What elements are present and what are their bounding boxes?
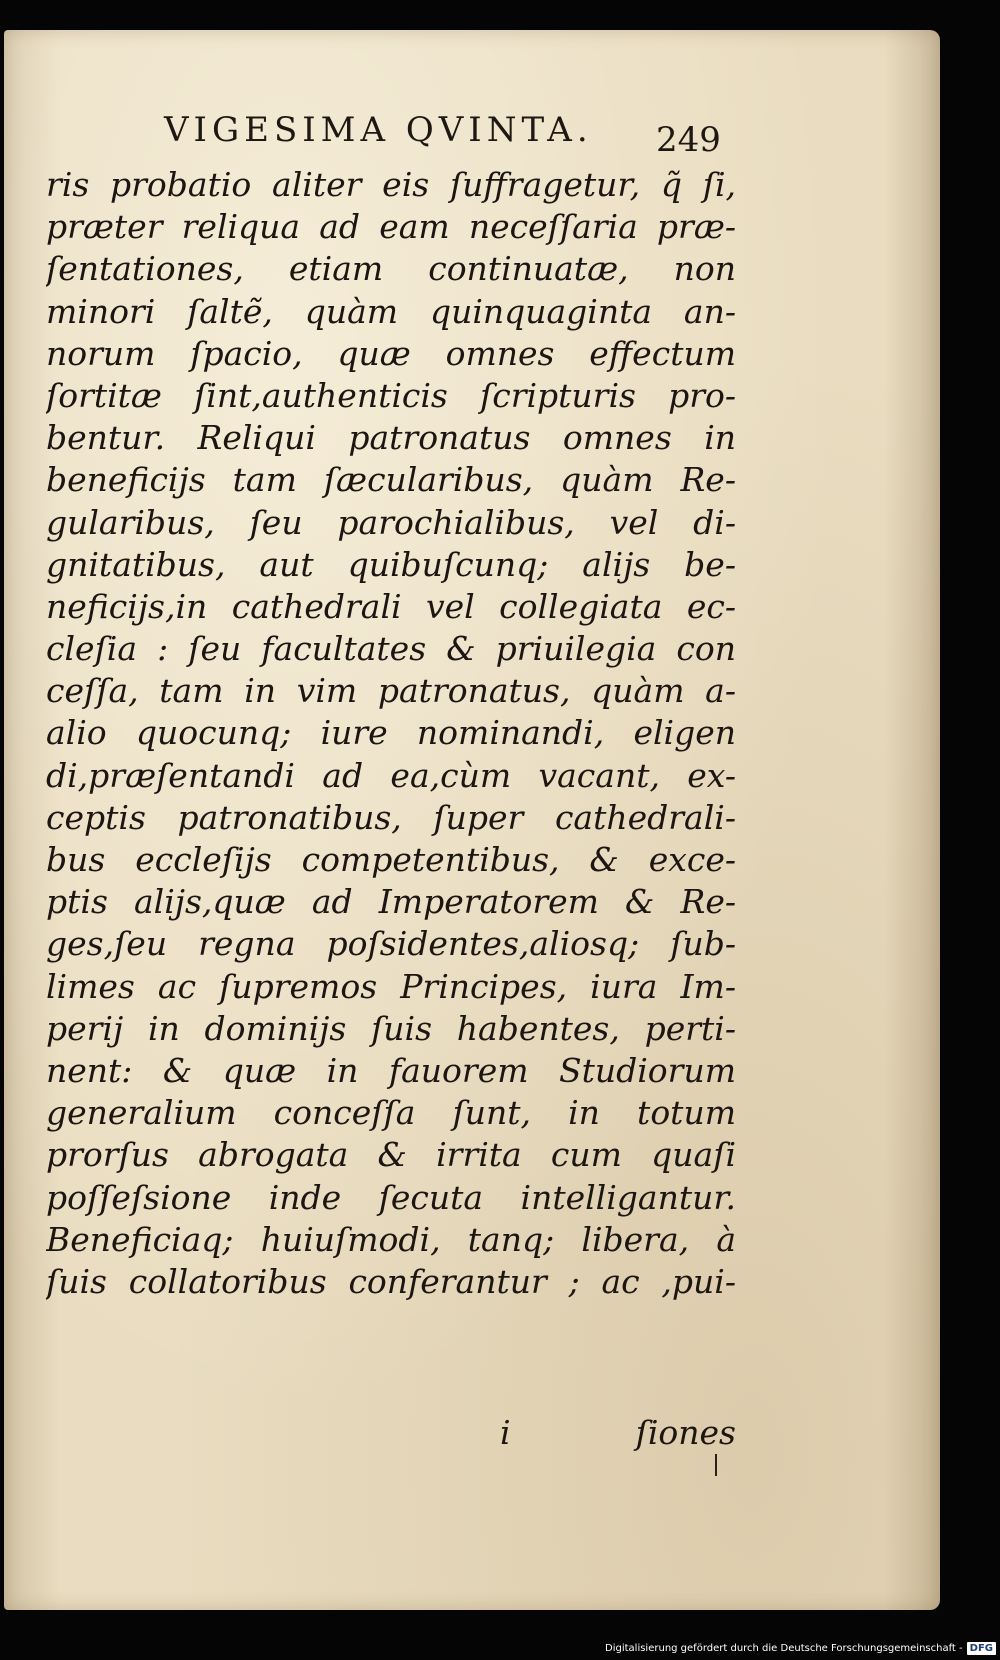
text-line: bus eccleſijs competentibus, & exce- [46, 840, 736, 879]
text-line: gularibus, ſeu parochialibus, vel di- [46, 502, 736, 542]
text-line: præter reliqua ad eam neceſſaria præ- [46, 207, 736, 247]
text-line: bentur. Reliqui patronatus omnes in [46, 418, 736, 458]
printer-mark [715, 1454, 717, 1476]
text-line: ges,ſeu regna poſsidentes,aliosq; ſub- [46, 924, 736, 964]
dfg-logo-icon: DFG [967, 1642, 996, 1655]
catchword: ſiones [635, 1413, 736, 1452]
text-line: norum ſpacio, quæ omnes effectum [46, 333, 736, 373]
text-line: beneficijs tam ſæcularibus, quàm Re- [46, 460, 736, 500]
text-line: poſſeſsione inde ſecuta intelligantur. [46, 1177, 736, 1217]
text-line: gnitatibus, aut quibuſcunq; alijs be- [46, 544, 736, 584]
text-line: ſortitæ ſint,authenticis ſcripturis pro- [46, 375, 736, 415]
text-line: ſentationes, etiam continuatæ, non [46, 249, 736, 289]
text-line: minori ſaltẽ, quàm quinquaginta an- [46, 291, 736, 331]
text-line: perij in dominijs ſuis habentes, perti- [46, 1008, 736, 1048]
text-line: ſuis collatoribus conferantur ; ac ,pui- [46, 1261, 736, 1301]
text-line: neficijs,in cathedrali vel collegiata ec- [46, 586, 736, 626]
text-line: ris probatio aliter eis ſuffragetur, q̃ ſi, [46, 165, 736, 204]
page-body-text [46, 164, 736, 1452]
text-line: generalium conceſſa ſunt, in totum [46, 1093, 736, 1133]
credit-text: Digitalisierung gefördert durch die Deutsche Forschungsgemeinschaft - [605, 1642, 963, 1654]
signature-mark: i [500, 1413, 511, 1452]
text-line: ptis alijs,quæ ad Imperatorem & Re- [46, 882, 736, 922]
catchword-line [46, 1412, 736, 1454]
page-number: 249 [656, 120, 721, 160]
text-line: di,præſentandi ad ea,cùm vacant, ex- [46, 755, 736, 795]
text-line: limes ac ſupremos Principes, iura Im- [46, 966, 736, 1006]
text-line: Beneficiaq; huiuſmodi, tanq; libera, à [46, 1219, 736, 1259]
text-line: ceptis patronatibus, ſuper cathedrali- [46, 797, 736, 837]
text-line: cleſia : ſeu facultates & priuilegia con [46, 629, 736, 669]
text-line: nent: & quæ in fauorem Studiorum [46, 1050, 736, 1090]
digitization-credit [605, 1638, 996, 1658]
text-line: alio quocunq; iure nominandi, eligen [46, 713, 736, 753]
book-page [4, 30, 940, 1610]
text-line: ceſſa, tam in vim patronatus, quàm a- [46, 671, 736, 711]
text-line: prorſus abrogata & irrita cum quaſi [46, 1135, 736, 1175]
running-header: VIGESIMA QVINTA. [164, 110, 593, 150]
